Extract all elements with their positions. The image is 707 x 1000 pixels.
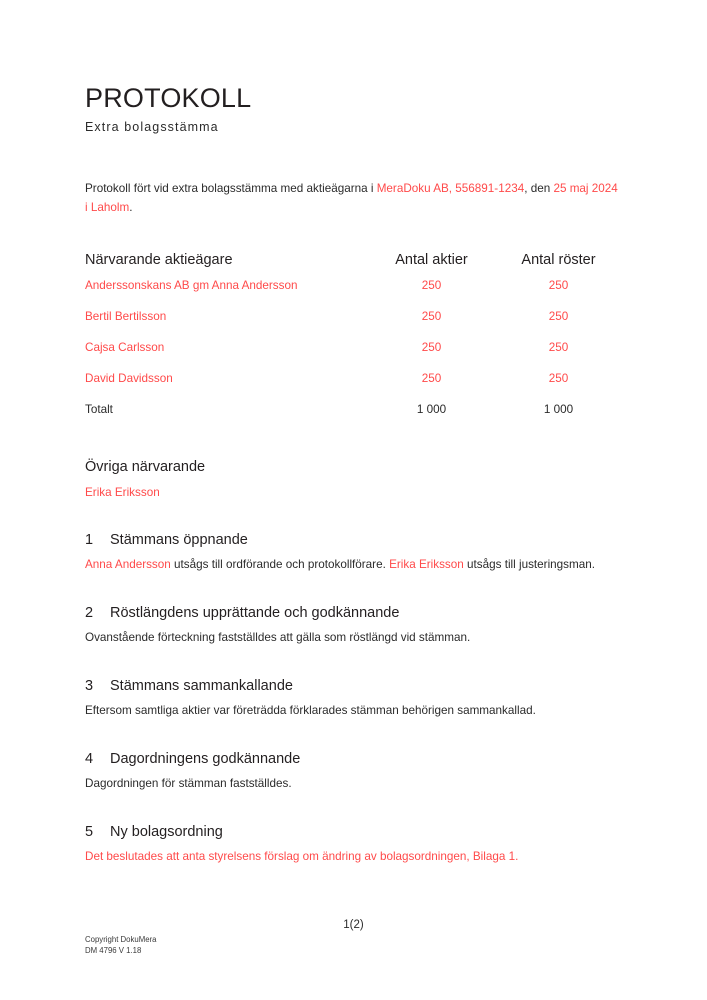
section-5-title: Ny bolagsordning <box>110 824 223 841</box>
section-1-body <box>85 548 622 575</box>
shareholder-shares: 250 <box>421 340 442 354</box>
table-row <box>85 274 622 305</box>
document-footer <box>85 934 157 956</box>
shareholder-votes: 250 <box>548 278 569 292</box>
other-attendees-heading: Övriga närvarande <box>85 458 206 475</box>
section-4-heading <box>85 751 622 767</box>
section-1 <box>85 502 622 575</box>
section-1-title: Stämmans öppnande <box>110 532 248 549</box>
section-5-body: Det beslutades att anta styrelsens förslag om ändring av bolagsordningen, Bilaga 1. <box>85 850 519 864</box>
intro-paragraph <box>85 134 622 218</box>
section-5 <box>85 794 622 867</box>
table-row <box>85 336 622 367</box>
shareholder-name: Cajsa Carlsson <box>85 340 165 354</box>
other-attendees-names: Erika Eriksson <box>85 485 160 499</box>
section-5-heading <box>85 824 622 840</box>
column-header-shares: Antal aktier <box>395 251 468 268</box>
table-header-row <box>85 252 622 274</box>
shareholder-votes: 250 <box>548 371 569 385</box>
section-3-number: 3 <box>85 678 94 695</box>
shareholder-shares: 250 <box>421 278 442 292</box>
section-1-number: 1 <box>85 532 94 549</box>
section-4-body: Dagordningen för stämman fastställdes. <box>85 777 292 791</box>
document-content <box>85 0 622 956</box>
attendance-table <box>85 252 622 429</box>
table-total-row <box>85 398 622 429</box>
section-1-heading <box>85 532 622 548</box>
section-4-title: Dagordningens godkännande <box>110 751 301 768</box>
intro-text-part3: , den <box>524 181 554 195</box>
total-votes: 1 000 <box>543 402 574 416</box>
section-5-number: 5 <box>85 824 94 841</box>
shareholder-votes: 250 <box>548 309 569 323</box>
section-2-number: 2 <box>85 605 94 622</box>
intro-separator-2: i <box>85 200 91 214</box>
section-2-body: Ovanstående förteckning fastställdes att gälla som röstlängd vid stämman. <box>85 631 471 645</box>
total-shares: 1 000 <box>416 402 447 416</box>
intro-text-part5: . <box>129 200 133 214</box>
page-number: 1(2) <box>343 919 364 931</box>
intro-separator-1: , <box>448 181 456 195</box>
adjuster-name: Erika Eriksson <box>389 558 464 572</box>
section-2-title: Röstlängdens upprättande och godkännande <box>110 605 400 622</box>
shareholder-votes: 250 <box>548 340 569 354</box>
column-header-votes: Antal röster <box>521 251 596 268</box>
table-row <box>85 367 622 398</box>
shareholder-shares: 250 <box>421 371 442 385</box>
total-label: Totalt <box>85 402 113 416</box>
section-2-heading <box>85 605 622 621</box>
section-3-title: Stämmans sammankallande <box>110 678 293 695</box>
page-subtitle: Extra bolagsstämma <box>85 119 219 134</box>
section-4 <box>85 721 622 794</box>
section-3-heading <box>85 678 622 694</box>
section-1-text-2: utsågs till justeringsman. <box>463 558 595 572</box>
page-title: PROTOKOLL <box>85 83 252 113</box>
column-header-name: Närvarande aktieägare <box>85 251 233 268</box>
shareholder-name: David Davidsson <box>85 371 173 385</box>
meeting-city: Laholm <box>90 200 130 214</box>
section-4-number: 4 <box>85 751 94 768</box>
table-row <box>85 305 622 336</box>
shareholder-shares: 250 <box>421 309 442 323</box>
intro-text-part1: Protokoll fört vid extra bolagsstämma med aktieägarna i <box>85 181 377 195</box>
footer-copyright: Copyright DokuMera <box>85 935 157 944</box>
section-3 <box>85 648 622 721</box>
section-3-body: Eftersom samtliga aktier var företrädda förklarades stämman behörigen sammankallad. <box>85 704 536 718</box>
meeting-date: 25 maj 2024 <box>553 181 618 195</box>
org-number: 556891-1234 <box>455 181 525 195</box>
shareholder-name: Anderssonskans AB gm Anna Andersson <box>85 278 298 292</box>
shareholder-name: Bertil Bertilsson <box>85 309 167 323</box>
section-1-text-1: utsågs till ordförande och protokollförare. <box>170 558 390 572</box>
company-name: MeraDoku AB <box>376 181 449 195</box>
footer-document-id: DM 4796 V 1.18 <box>85 946 142 956</box>
chairman-name: Anna Andersson <box>85 558 171 572</box>
section-2 <box>85 575 622 648</box>
